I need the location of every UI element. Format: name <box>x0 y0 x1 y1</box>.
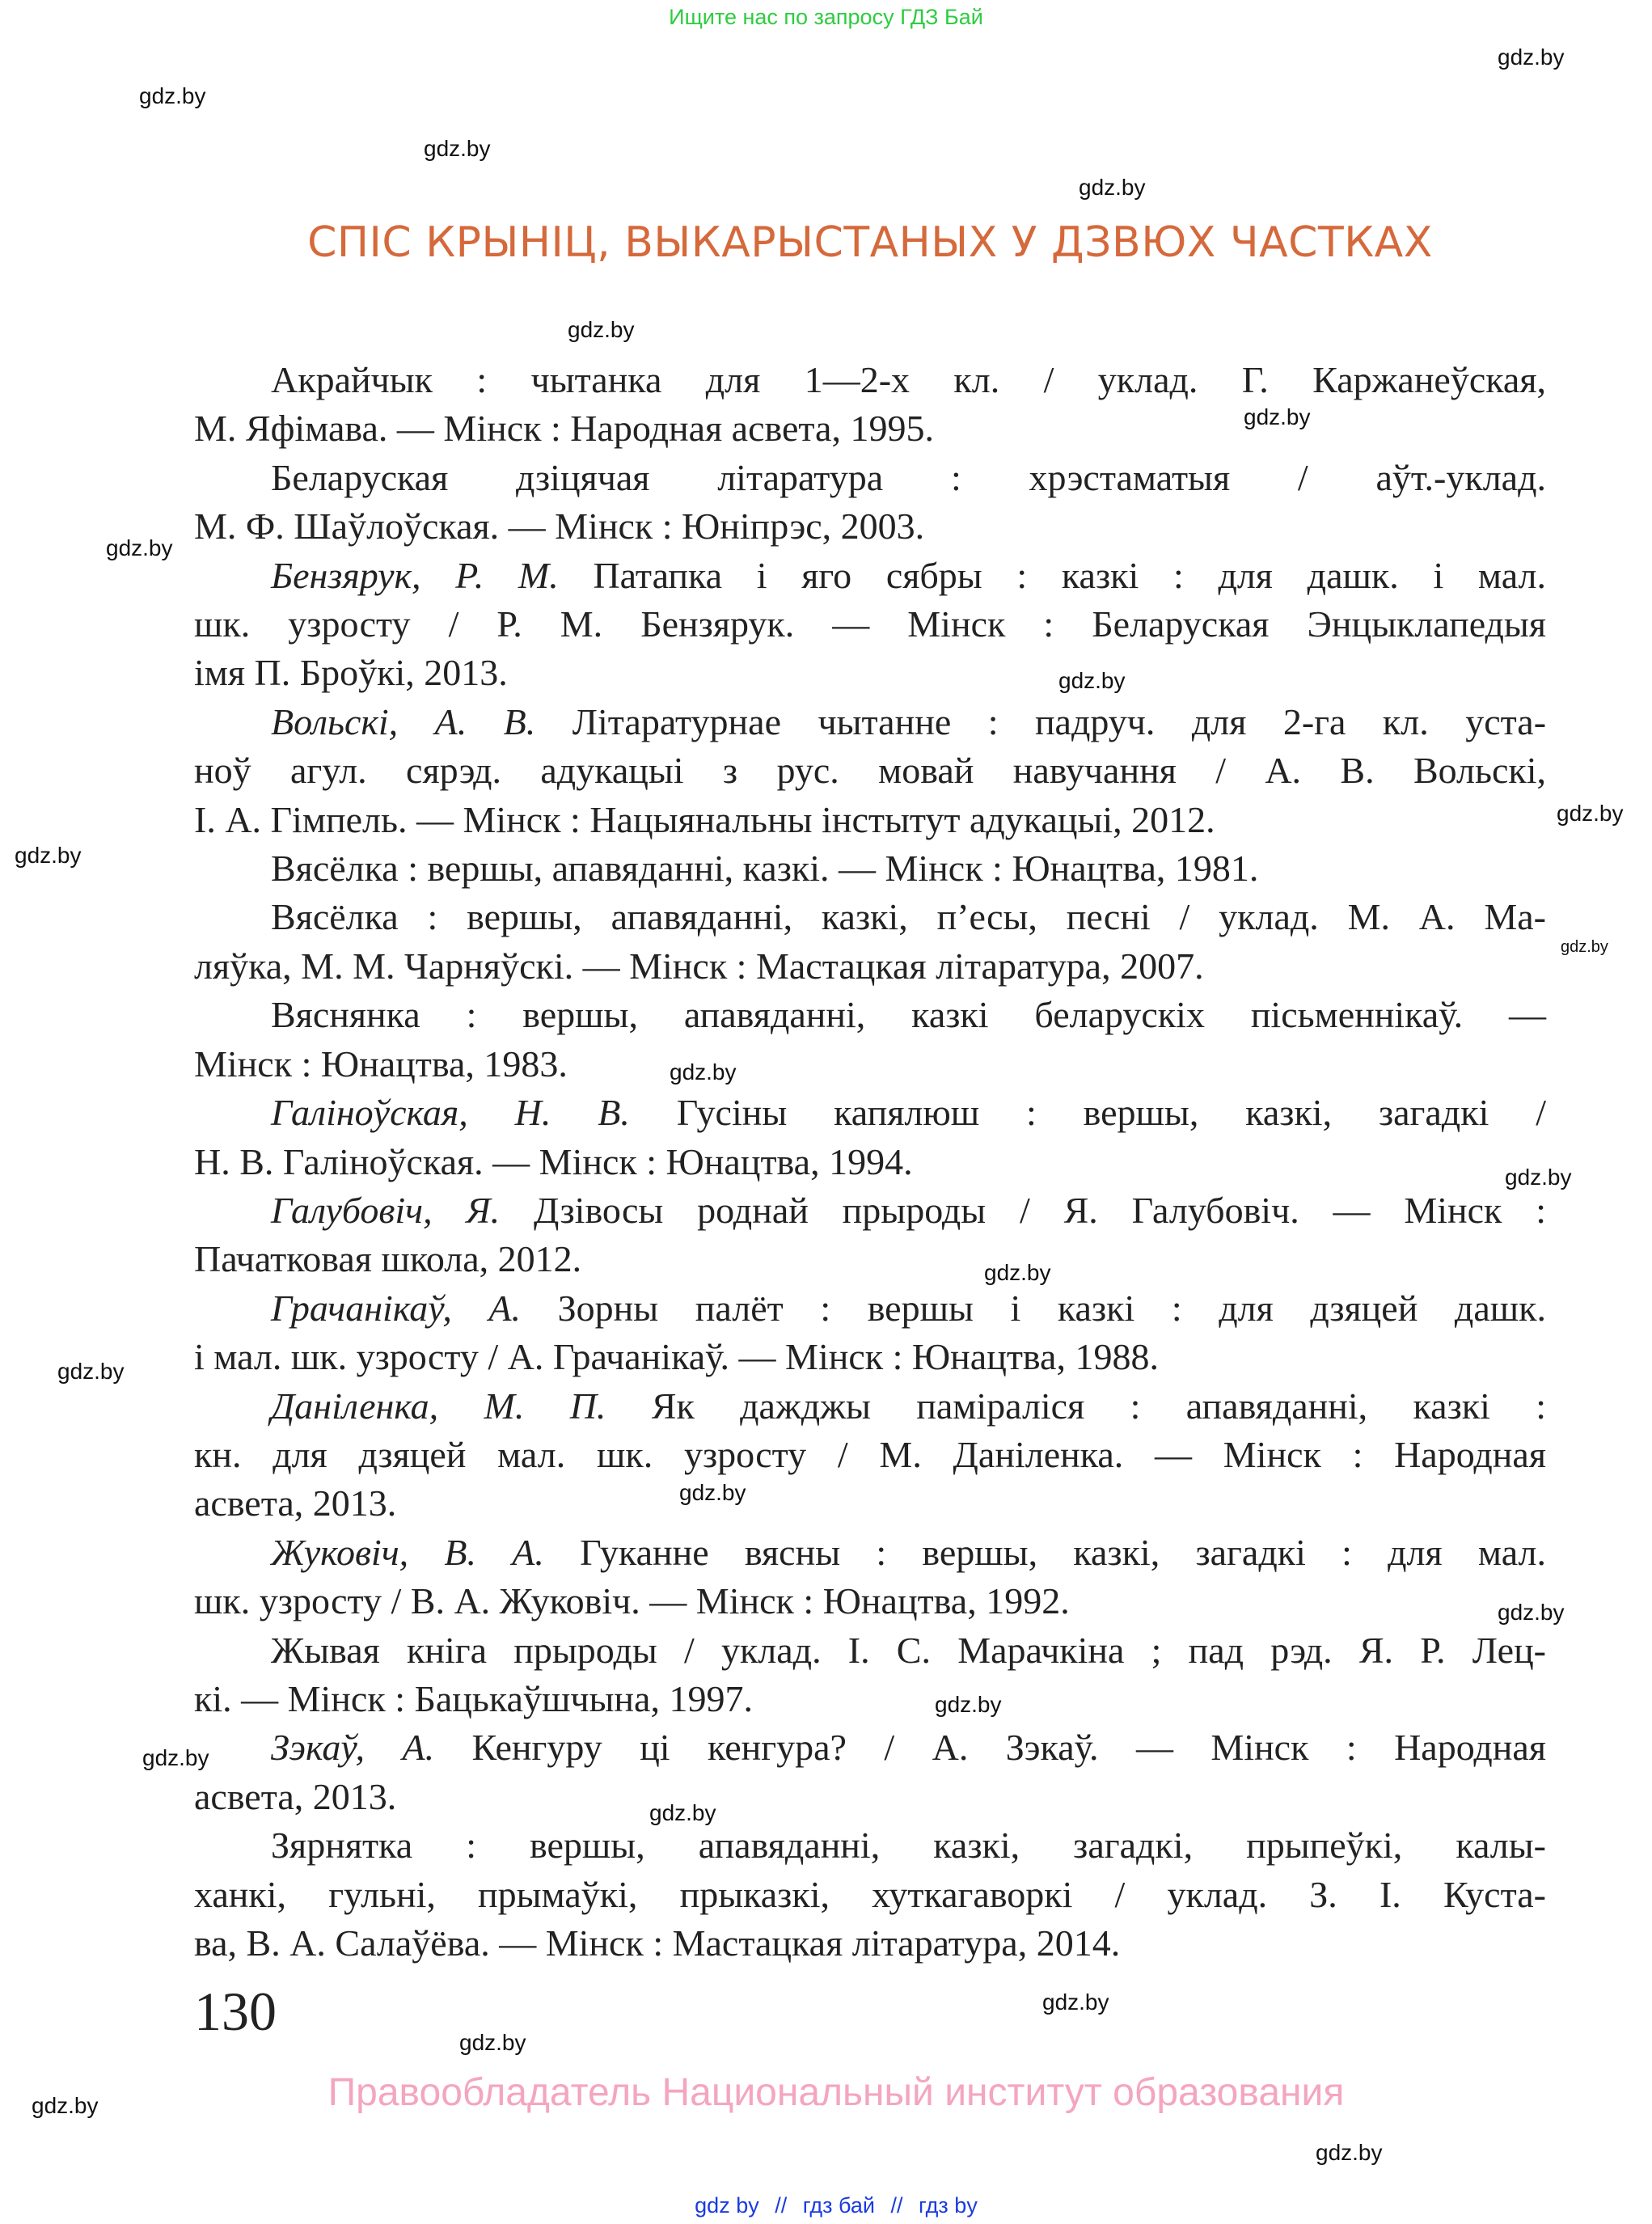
footer-link-gdz-bai[interactable]: гдз бай <box>802 2193 875 2218</box>
search-hint: Ищите нас по запросу ГДЗ Бай <box>669 5 983 29</box>
entry-line <box>194 1382 1546 1431</box>
entry-line <box>194 649 1546 697</box>
footer-links <box>0 2193 1652 2218</box>
entry-line <box>194 1675 1546 1723</box>
page-title: СПІС КРЫНІЦ, ВЫКАРЫСТАНЫХ У ДЗВЮХ ЧАСТКАХ <box>307 218 1433 267</box>
entry-line <box>194 1089 1546 1137</box>
bibliography-entry <box>194 1089 1546 1186</box>
bibliography-entry <box>194 1528 1546 1626</box>
entry-text: асвета, 2013. <box>194 1482 397 1524</box>
entry-line <box>194 1919 1546 1968</box>
entry-line <box>194 1040 1546 1089</box>
entry-line <box>194 746 1546 795</box>
bibliography-entry <box>194 356 1546 454</box>
entry-line <box>194 1284 1546 1333</box>
entry-line <box>194 1577 1546 1626</box>
bibliography-entry <box>194 1821 1546 1968</box>
entry-line <box>194 1138 1546 1186</box>
watermark-gdz-by: gdz.by <box>424 136 491 161</box>
entry-line <box>194 404 1546 453</box>
entry-line <box>194 1773 1546 1821</box>
entry-text: Зярнятка : вершы, апавяданні, казкі, загадкі, прыпеўкі, калы- <box>271 1824 1546 1867</box>
entry-text: Жывая кніга прыроды / уклад. І. С. Марачкіна ; пад рэд. Я. Р. Лец- <box>271 1629 1546 1671</box>
entry-author: Зэкаў, А. <box>271 1727 435 1769</box>
bibliography-entry <box>194 1626 1546 1724</box>
watermark-gdz-by: gdz.by <box>1561 938 1608 956</box>
footer-link-gdz-by[interactable]: gdz by <box>695 2193 759 2218</box>
entry-author: Галубовіч, Я. <box>271 1189 501 1231</box>
bibliography-entry <box>194 1723 1546 1821</box>
bibliography-entry <box>194 698 1546 844</box>
entry-text: Як дажджы паміраліся : апавяданні, казкі : <box>651 1385 1547 1427</box>
entry-text: ноў агул. сярэд. адукацыі з рус. мовай навучання / А. В. Вольскі, <box>194 750 1546 792</box>
watermark-gdz-by: gdz.by <box>1244 404 1311 429</box>
entry-line <box>194 1626 1546 1675</box>
entry-text: Вясёлка : вершы, апавяданні, казкі. — Мінск : Юнацтва, 1981. <box>271 848 1259 890</box>
watermark-gdz-by: gdz.by <box>57 1359 125 1384</box>
bibliography-list <box>194 356 1546 1968</box>
entry-text: Н. В. Галіноўская. — Мінск : Юнацтва, 1994. <box>194 1140 913 1182</box>
watermark-gdz-by: gdz.by <box>1505 1165 1572 1190</box>
watermark-gdz-by: gdz.by <box>1557 801 1624 826</box>
entry-author: Бензярук, Р. М. <box>271 554 559 596</box>
bibliography-entry <box>194 1284 1546 1382</box>
entry-line <box>194 1871 1546 1919</box>
entry-author: Галіноўская, Н. В. <box>271 1092 630 1134</box>
bibliography-entry <box>194 552 1546 698</box>
entry-line <box>194 1479 1546 1528</box>
entry-line <box>194 1186 1546 1235</box>
page-number: 130 <box>194 1981 277 2042</box>
entry-text: Дзівосы роднай прыроды / Я. Галубовіч. — Мінск : <box>533 1189 1546 1231</box>
entry-text: шк. узросту / Р. М. Бензярук. — Мінск : Беларуская Энцыклапедыя <box>194 603 1546 645</box>
watermark-gdz-by: gdz.by <box>984 1260 1051 1285</box>
watermark-gdz-by: gdz.by <box>139 83 206 108</box>
entry-author: Вольскі, А. В. <box>271 700 536 742</box>
entry-text: Вяснянка : вершы, апавяданні, казкі беларускіх пісьменнікаў. — <box>271 994 1546 1036</box>
entry-line <box>194 356 1546 404</box>
entry-text: Зорны палёт : вершы і казкі : для дзяцей дашк. <box>557 1287 1547 1329</box>
entry-text: шк. узросту / В. А. Жуковіч. — Мінск : Юнацтва, 1992. <box>194 1580 1070 1622</box>
entry-text: Пачатковая школа, 2012. <box>194 1238 582 1280</box>
entry-line <box>194 893 1546 941</box>
watermark-gdz-by: gdz.by <box>1042 1989 1109 2015</box>
entry-line <box>194 1723 1546 1772</box>
entry-author: Даніленка, М. П. <box>271 1385 606 1427</box>
watermark-gdz-by: gdz.by <box>1079 175 1146 200</box>
entry-line <box>194 698 1546 746</box>
entry-line <box>194 1528 1546 1577</box>
entry-line <box>194 502 1546 551</box>
entry-text: Беларуская дзіцячая літаратура : хрэстаматыя / аўт.-уклад. <box>271 456 1546 498</box>
watermark-gdz-by: gdz.by <box>679 1480 746 1505</box>
footer-link-gdz-by-cyr[interactable]: гдз by <box>919 2193 978 2218</box>
watermark-gdz-by: gdz.by <box>1316 2140 1383 2165</box>
entry-text: М. Ф. Шаўлоўская. — Мінск : Юніпрэс, 2003. <box>194 505 925 548</box>
watermark-gdz-by: gdz.by <box>649 1800 716 1825</box>
entry-line <box>194 1431 1546 1479</box>
entry-author: Грачанікаў, А. <box>271 1287 522 1329</box>
watermark-gdz-by: gdz.by <box>15 843 82 868</box>
entry-line <box>194 796 1546 844</box>
bibliography-entry <box>194 454 1546 552</box>
footer-separator: // <box>890 2193 903 2218</box>
entry-text: асвета, 2013. <box>194 1775 397 1817</box>
watermark-gdz-by: gdz.by <box>670 1059 737 1085</box>
entry-text: ханкі, гульні, прымаўкі, прыказкі, хуткагаворкі / уклад. З. І. Куста- <box>194 1873 1546 1915</box>
rights-notice: Правообладатель Национальный институт образования <box>327 2071 1345 2114</box>
entry-text: Кенгуру ці кенгура? / А. Зэкаў. — Мінск : Народная <box>471 1727 1546 1769</box>
watermark-gdz-by: gdz.by <box>142 1745 209 1770</box>
bibliography-entry <box>194 991 1546 1089</box>
entry-text: ва, В. А. Салаўёва. — Мінск : Мастацкая літаратура, 2014. <box>194 1922 1121 1964</box>
entry-text: Мінск : Юнацтва, 1983. <box>194 1042 568 1085</box>
entry-text: Вясёлка : вершы, апавяданні, казкі, п’есы, песні / уклад. М. А. Ма- <box>271 896 1546 938</box>
entry-text: кн. для дзяцей мал. шк. узросту / М. Даніленка. — Мінск : Народная <box>194 1433 1546 1475</box>
watermark-gdz-by: gdz.by <box>935 1692 1002 1717</box>
entry-line <box>194 1821 1546 1870</box>
entry-line <box>194 942 1546 991</box>
watermark-gdz-by: gdz.by <box>459 2030 526 2055</box>
entry-line <box>194 844 1546 893</box>
entry-text: М. Яфімава. — Мінск : Народная асвета, 1995. <box>194 408 934 450</box>
entry-text: Акрайчык : чытанка для 1—2-х кл. / уклад. Г. Каржанеўская, <box>271 359 1546 400</box>
entry-line <box>194 552 1546 600</box>
entry-text: кі. — Мінск : Бацькаўшчына, 1997. <box>194 1677 753 1719</box>
entry-text: І. А. Гімпель. — Мінск : Нацыянальны інстытут адукацыі, 2012. <box>194 798 1215 840</box>
bibliography-entry <box>194 893 1546 991</box>
bibliography-entry <box>194 844 1546 893</box>
watermark-gdz-by: gdz.by <box>1058 668 1126 693</box>
watermark-gdz-by: gdz.by <box>1498 1600 1565 1625</box>
entry-text: імя П. Броўкі, 2013. <box>194 652 508 694</box>
entry-line <box>194 1235 1546 1283</box>
watermark-gdz-by: gdz.by <box>32 2093 99 2118</box>
entry-line <box>194 454 1546 502</box>
entry-line <box>194 1333 1546 1381</box>
watermark-gdz-by: gdz.by <box>106 535 173 560</box>
watermark-gdz-by: gdz.by <box>1498 44 1565 70</box>
entry-text: Гуканне вясны : вершы, казкі, загадкі : для мал. <box>580 1531 1546 1573</box>
watermark-gdz-by: gdz.by <box>568 317 635 342</box>
entry-line <box>194 991 1546 1039</box>
entry-text: Літаратурнае чытанне : падруч. для 2-га кл. уста- <box>572 700 1547 742</box>
bibliography-entry <box>194 1382 1546 1528</box>
entry-text: Патапка і яго сябры : казкі : для дашк. і мал. <box>593 554 1547 596</box>
bibliography-entry <box>194 1186 1546 1284</box>
entry-text: ляўка, М. М. Чарняўскі. — Мінск : Мастацкая літаратура, 2007. <box>194 945 1204 987</box>
entry-text: Гусіны капялюш : вершы, казкі, загадкі / <box>676 1092 1546 1134</box>
entry-text: і мал. шк. узросту / А. Грачанікаў. — Мінск : Юнацтва, 1988. <box>194 1336 1159 1378</box>
footer-separator: // <box>775 2193 788 2218</box>
entry-author: Жуковіч, В. А. <box>271 1531 544 1573</box>
entry-line <box>194 600 1546 649</box>
